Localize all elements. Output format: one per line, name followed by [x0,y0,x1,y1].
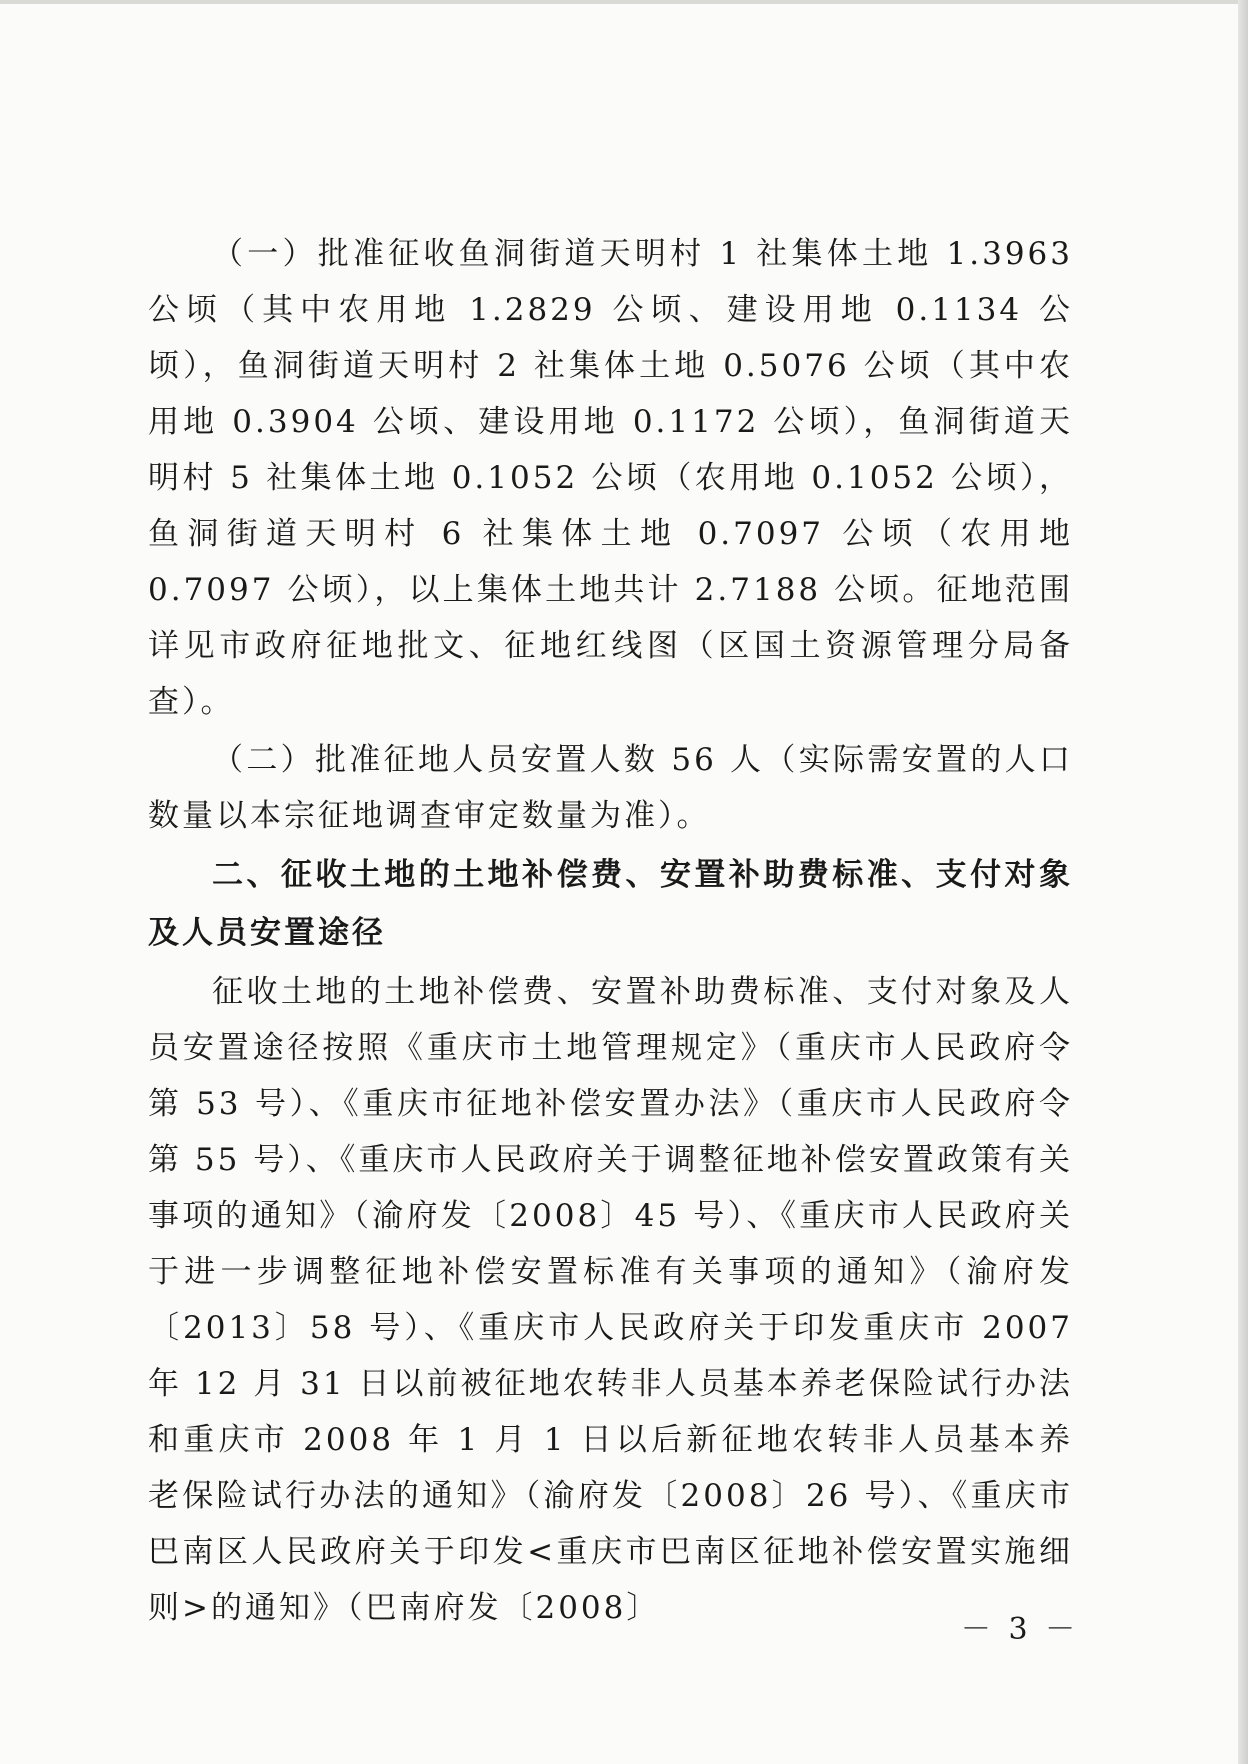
scan-edge-right [1238,0,1248,1764]
paragraph-compensation-basis: 征收土地的土地补偿费、安置补助费标准、支付对象及人员安置途径按照《重庆市土地管理规定》（重庆市人民政府令第 53 号）、《重庆市征地补偿安置办法》（重庆市人民政府令第 55 号）、《重庆市人民政府关于调整征地补偿安置政策有关事项的通知》（渝府发〔2008〕45 号）、《重庆市人民政府关于进一步调整征地补偿安置标准有关事项的通知》（渝府发〔2013〕58 号）、《重庆市人民政府关于印发重庆市 2007 年 12 月 31 日以前被征地农转非人员基本养老保险试行办法和重庆市 2008 年 1 月 1 日以后新征地农转非人员基本养老保险试行办法的通知》（渝府发〔2008〕26 号）、《重庆市巴南区人民政府关于印发<重庆市巴南区征地补偿安置实施细则>的通知》（巴南府发〔2008〕 [148,974,1073,1626]
document-body [148,226,1073,1636]
paragraph-resettlement-count: （二）批准征地人员安置人数 56 人（实际需安置的人口数量以本宗征地调查审定数量为准）。 [148,742,1073,834]
scan-edge-top [0,0,1238,4]
paragraph-land-acquisition: （一）批准征收鱼洞街道天明村 1 社集体土地 1.3963 公顷（其中农用地 1.2829 公顷、建设用地 0.1134 公顷），鱼洞街道天明村 2 社集体土地 0.5076 公顷（其中农用地 0.3904 公顷、建设用地 0.1172 公顷），鱼洞街道天明村 5 社集体土地 0.1052 公顷（农用地 0.1052 公顷），鱼洞街道天明村 6 社集体土地 0.7097 公顷（农用地 0.7097 公顷），以上集体土地共计 2.7188 公顷。征地范围详见市政府征地批文、征地红线图（区国土资源管理分局备查）。 [148,236,1073,720]
page-number: － 3 － [960,1612,1080,1647]
section-heading: 二、征收土地的土地补偿费、安置补助费标准、支付对象及人员安置途径 [148,857,1073,951]
